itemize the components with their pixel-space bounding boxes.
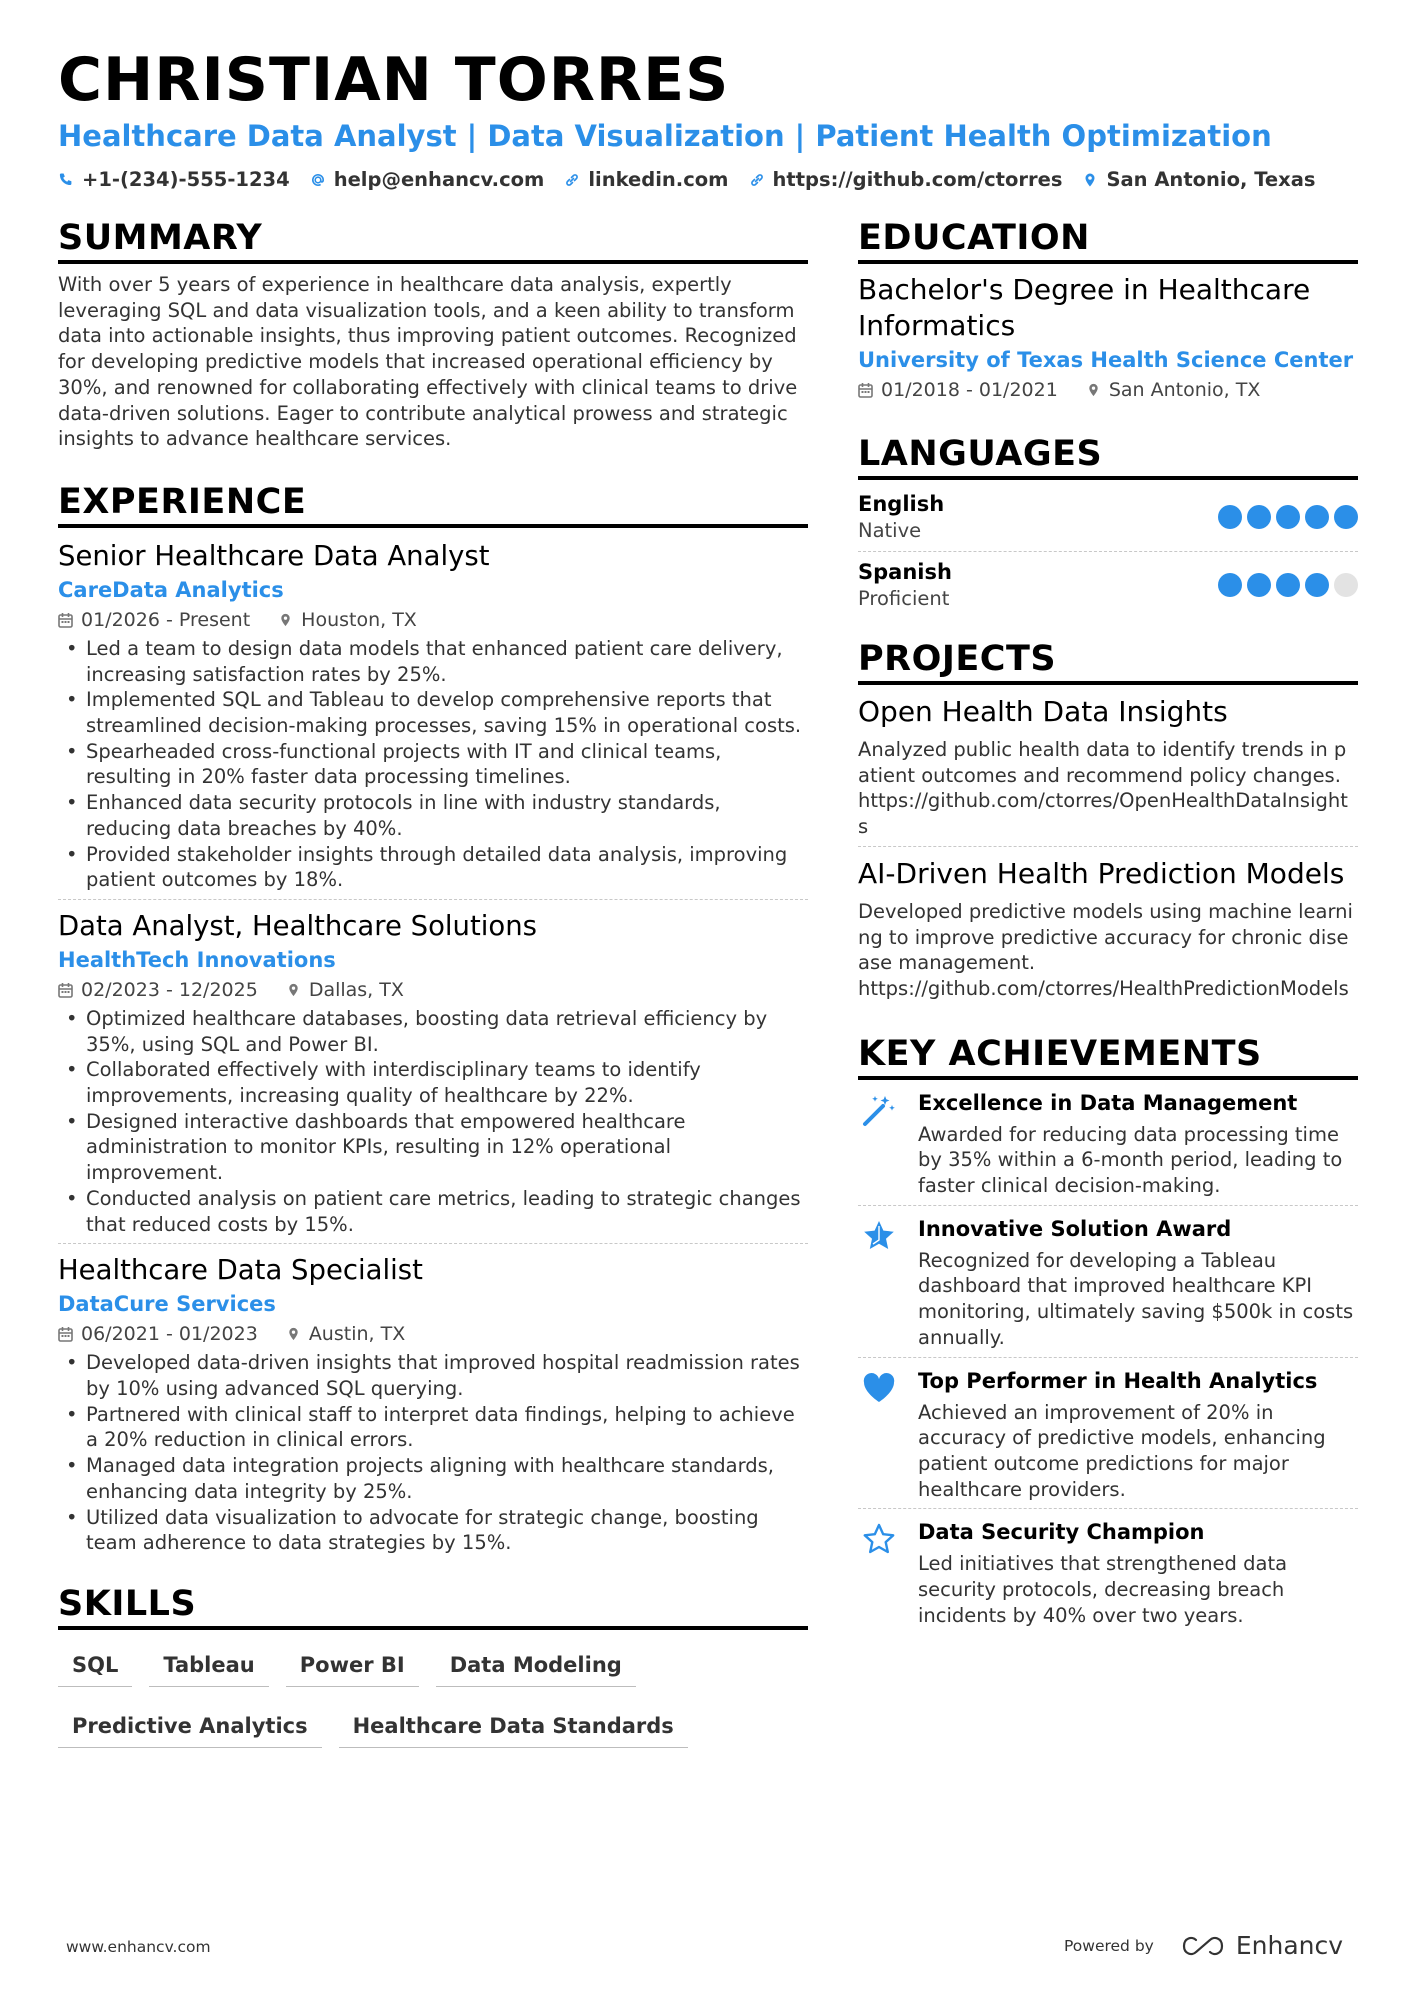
contact-phone-text: +1-(234)-555-1234 <box>82 168 290 191</box>
bullet-item: • Optimized healthcare databases, boosting data retrieval efficiency by 35%, using SQL and Power BI. <box>58 1006 808 1057</box>
experience-section <box>58 480 808 1556</box>
job-bullets <box>58 1006 808 1237</box>
rating-dot-filled <box>1276 573 1300 597</box>
job-entry <box>58 908 808 1237</box>
bullet-item: • Collaborated effectively with interdisciplinary teams to identify improvements, increasing quality of healthcare by 22%. <box>58 1057 808 1108</box>
languages-title: LANGUAGES <box>858 432 1358 480</box>
achievement-item <box>858 1517 1358 1628</box>
job-bullets <box>58 636 808 893</box>
bullet-item: • Led a team to design data models that enhanced patient care delivery, increasing satisfaction rates by 25%. <box>58 636 808 687</box>
achievement-desc: Led initiatives that strengthened data security protocols, decreasing breach incidents by 40% over two years. <box>918 1552 1288 1627</box>
job-entry <box>58 1252 808 1556</box>
bullet-item: • Developed data-driven insights that improved hospital readmission rates by 10% using advanced SQL querying. <box>58 1350 808 1401</box>
language-level: Proficient <box>858 587 950 610</box>
project-desc-text: Developed predictive models using machine learning to improve predictive accuracy for chronic disease management. <box>858 899 1353 975</box>
project-entry <box>858 855 1358 1002</box>
skills-section <box>58 1582 808 1748</box>
calendar-icon <box>58 612 73 628</box>
rating-dot-filled <box>1247 505 1271 529</box>
link-icon <box>749 172 765 188</box>
achievement-title: Top Performer in Health Analytics <box>918 1368 1318 1393</box>
achievement-title: Excellence in Data Management <box>918 1090 1298 1115</box>
languages-section <box>858 432 1358 617</box>
calendar-icon <box>58 982 73 998</box>
job-meta <box>58 1320 808 1348</box>
education-location <box>1086 376 1261 404</box>
location-icon <box>278 612 293 628</box>
divider <box>858 1205 1358 1206</box>
experience-title: EXPERIENCE <box>58 480 808 528</box>
job-location-text: Houston, TX <box>301 608 417 631</box>
candidate-name: CHRISTIAN TORRES <box>58 45 730 115</box>
bullet-item: • Implemented SQL and Tableau to develop comprehensive reports that streamlined decision-making processes, saving 15% in operational costs. <box>58 687 808 738</box>
summary-title: SUMMARY <box>58 216 808 264</box>
job-bullets <box>58 1350 808 1556</box>
education-title: EDUCATION <box>858 216 1358 264</box>
bullet-item: • Conducted analysis on patient care metrics, leading to strategic changes that reduced costs by 15%. <box>58 1186 808 1237</box>
bullet-item: • Designed interactive dashboards that empowered healthcare administration to monitor KPIs, resulting in 12% operational improvement. <box>58 1109 808 1186</box>
magic-wand-icon <box>861 1092 897 1128</box>
contact-github-text: https://github.com/ctorres <box>772 168 1063 191</box>
bullet-item: • Partnered with clinical staff to interpret data findings, helping to achieve a 20% reduction in clinical errors. <box>58 1402 808 1453</box>
contact-location <box>1082 168 1315 191</box>
skill-tag: SQL <box>58 1644 132 1687</box>
rating-dot-filled <box>1305 573 1329 597</box>
language-rating <box>1218 505 1358 529</box>
language-item <box>858 488 1358 549</box>
achievement-item <box>858 1088 1358 1199</box>
project-description <box>858 899 1358 1002</box>
footer-website[interactable]: www.enhancv.com <box>66 1938 211 1956</box>
job-title: Healthcare Data Specialist <box>58 1254 423 1287</box>
company-name: DataCure Services <box>58 1292 276 1317</box>
contact-location-text: San Antonio, Texas <box>1106 168 1316 191</box>
link-icon <box>564 172 580 188</box>
bullet-item: • Spearheaded cross-functional projects with IT and clinical teams, resulting in 20% faster data processing timelines. <box>58 739 808 790</box>
headline: Healthcare Data Analyst | Data Visualization | Patient Health Optimization <box>58 119 1272 153</box>
brand-logo[interactable] <box>1180 1931 1343 1960</box>
job-location-text: Austin, TX <box>308 1323 406 1346</box>
divider <box>858 1357 1358 1358</box>
job-entry <box>58 538 808 893</box>
divider <box>58 899 808 900</box>
rating-dot-filled <box>1247 573 1271 597</box>
divider <box>58 1243 808 1244</box>
job-dates-text: 02/2023 - 12/2025 <box>81 978 258 1001</box>
project-title: Open Health Data Insights <box>858 695 1228 728</box>
star-filled-icon <box>861 1218 897 1254</box>
achievements-title: KEY ACHIEVEMENTS <box>858 1032 1358 1080</box>
location-icon <box>286 982 301 998</box>
footer-branding <box>1064 1931 1343 1960</box>
job-location <box>286 976 404 1004</box>
job-meta <box>58 976 808 1004</box>
divider <box>858 551 1358 552</box>
job-title: Data Analyst, Healthcare Solutions <box>58 909 537 942</box>
contact-email-text: help@enhancv.com <box>333 168 545 191</box>
skill-tag: Predictive Analytics <box>58 1705 322 1748</box>
at-icon <box>310 172 326 188</box>
contact-bar <box>58 168 1315 191</box>
education-meta <box>858 376 1358 404</box>
left-column <box>58 216 808 1748</box>
achievement-item <box>858 1366 1358 1503</box>
language-item <box>858 556 1358 617</box>
skill-tag: Tableau <box>149 1644 268 1687</box>
job-location <box>278 606 417 634</box>
job-dates <box>58 606 250 634</box>
brand-name: Enhancv <box>1235 1931 1344 1960</box>
rating-dot-filled <box>1305 505 1329 529</box>
rating-dot-filled <box>1276 505 1300 529</box>
projects-title: PROJECTS <box>858 637 1358 685</box>
location-icon <box>1082 172 1098 188</box>
achievement-title: Data Security Champion <box>918 1520 1205 1545</box>
calendar-icon <box>858 382 873 398</box>
rating-dot-filled <box>1218 505 1242 529</box>
job-dates <box>58 1320 258 1348</box>
project-link[interactable]: https://github.com/ctorres/HealthPredictionModels <box>858 976 1349 1000</box>
project-description <box>858 737 1358 840</box>
rating-dot-filled <box>1218 573 1242 597</box>
contact-email[interactable] <box>310 168 545 191</box>
heart-icon <box>861 1370 897 1406</box>
rating-dot-filled <box>1334 505 1358 529</box>
skill-tag: Power BI <box>286 1644 419 1687</box>
language-level: Native <box>858 519 922 542</box>
powered-by-label: Powered by <box>1064 1936 1154 1955</box>
language-name: Spanish <box>858 560 952 584</box>
contact-github[interactable] <box>749 168 1063 191</box>
achievement-desc: Achieved an improvement of 20% in accuracy of predictive models, enhancing patient outcome predictions for major healthcare providers. <box>918 1400 1326 1501</box>
achievement-item <box>858 1214 1358 1351</box>
skills-list <box>58 1638 808 1748</box>
education-dates-text: 01/2018 - 01/2021 <box>881 379 1058 401</box>
divider <box>858 846 1358 847</box>
enhancv-logo-icon <box>1180 1934 1226 1958</box>
rating-dot-empty <box>1334 573 1358 597</box>
education-location-text: San Antonio, TX <box>1108 379 1261 401</box>
summary-section <box>58 216 808 452</box>
project-link[interactable]: https://github.com/ctorres/OpenHealthDataInsights <box>858 789 1348 839</box>
skill-tag: Data Modeling <box>436 1644 636 1687</box>
bullet-item: • Enhanced data security protocols in line with industry standards, reducing data breaches by 40%. <box>58 790 808 841</box>
phone-icon <box>58 172 74 188</box>
bullet-item: • Managed data integration projects aligning with healthcare standards, enhancing data integrity by 25%. <box>58 1453 808 1504</box>
job-location-text: Dallas, TX <box>308 978 404 1001</box>
achievement-desc: Awarded for reducing data processing time by 35% within a 6-month period, leading to faster clinical decision-making. <box>918 1122 1343 1198</box>
job-dates-text: 06/2021 - 01/2023 <box>81 1323 258 1346</box>
skill-tag: Healthcare Data Standards <box>339 1705 688 1748</box>
calendar-icon <box>58 1326 73 1342</box>
projects-section <box>858 637 1358 1002</box>
bullet-item: • Provided stakeholder insights through detailed data analysis, improving patient outcomes by 18%. <box>58 842 808 893</box>
degree: Bachelor's Degree in Healthcare Informatics <box>858 273 1311 342</box>
project-desc-text: Analyzed public health data to identify trends in patient outcomes and recommend policy changes. <box>858 738 1347 787</box>
location-icon <box>286 1326 301 1342</box>
project-entry <box>858 693 1358 840</box>
company-name: CareData Analytics <box>58 577 284 602</box>
bullet-item: • Utilized data visualization to advocate for strategic change, boosting team adherence to data strategies by 15%. <box>58 1505 808 1556</box>
job-dates <box>58 976 258 1004</box>
job-location <box>286 1320 405 1348</box>
contact-linkedin[interactable] <box>564 168 728 191</box>
language-name: English <box>858 492 945 516</box>
contact-phone[interactable] <box>58 168 290 191</box>
achievement-desc: Recognized for developing a Tableau dashboard that improved healthcare KPI monitoring, ultimately saving $500k in costs annually. <box>918 1248 1354 1349</box>
contact-linkedin-text: linkedin.com <box>588 168 729 191</box>
job-dates-text: 01/2026 - Present <box>81 608 251 631</box>
location-icon <box>1086 382 1101 398</box>
company-name: HealthTech Innovations <box>58 947 336 972</box>
project-title: AI-Driven Health Prediction Models <box>858 856 1345 890</box>
right-column <box>858 216 1358 1628</box>
language-rating <box>1218 573 1358 597</box>
summary-text: With over 5 years of experience in healthcare data analysis, expertly leveraging SQL and data visualization tools, and a keen ability to transform data into actionable insights, thus improving patient outcomes. Recognized for developing predictive models that increased operational efficiency by 30%, and renowned for collaborating effectively with clinical teams to drive data-driven solutions. Eager to contribute analytical prowess and strategic insights to advance healthcare services. <box>58 273 798 451</box>
education-dates <box>858 376 1058 404</box>
job-meta <box>58 606 808 634</box>
star-outline-icon <box>861 1521 897 1557</box>
achievements-section <box>858 1032 1358 1629</box>
education-section <box>858 216 1358 404</box>
skills-title: SKILLS <box>58 1582 808 1630</box>
job-title: Senior Healthcare Data Analyst <box>58 539 490 572</box>
divider <box>858 1508 1358 1509</box>
school-name: University of Texas Health Science Center <box>858 348 1354 372</box>
achievement-title: Innovative Solution Award <box>918 1216 1232 1241</box>
